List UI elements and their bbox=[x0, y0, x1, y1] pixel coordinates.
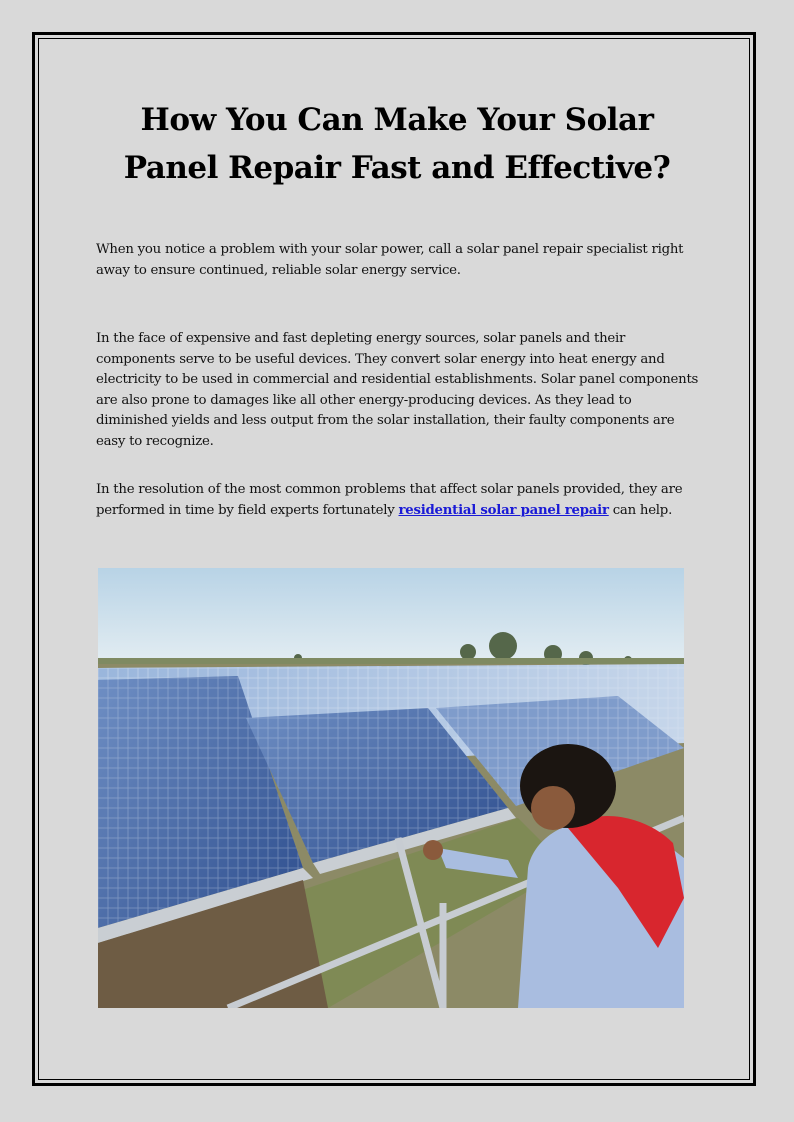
paragraph-components: In the face of expensive and fast depleting energy sources, solar panels and their components serve to be useful devices. They convert solar energy into heat energy and electricity to be used in commercial and residential establishments. Solar panel components are also prone to damages like all other energy-producing devices. As they lead to diminished yields and less output from the solar installation, their faulty components are easy to recognize. bbox=[96, 331, 699, 449]
paragraph-resolution-tail: can help. bbox=[608, 502, 673, 518]
paragraph-resolution-lead: In the resolution of the most common problems that affect solar panels provided, they are performed in time by field experts fortunately bbox=[96, 482, 683, 518]
paragraph-resolution bbox=[96, 480, 700, 521]
paragraph-intro: When you notice a problem with your solar power, call a solar panel repair specialist right away to ensure continued, reliable solar energy service. bbox=[96, 242, 684, 278]
article-title: How You Can Make Your Solar Panel Repair Fast and Effective? bbox=[123, 102, 671, 186]
photo-sky bbox=[98, 568, 684, 664]
residential-solar-panel-repair-link[interactable]: residential solar panel repair bbox=[398, 502, 609, 518]
solar-panel-photo bbox=[98, 568, 684, 1008]
